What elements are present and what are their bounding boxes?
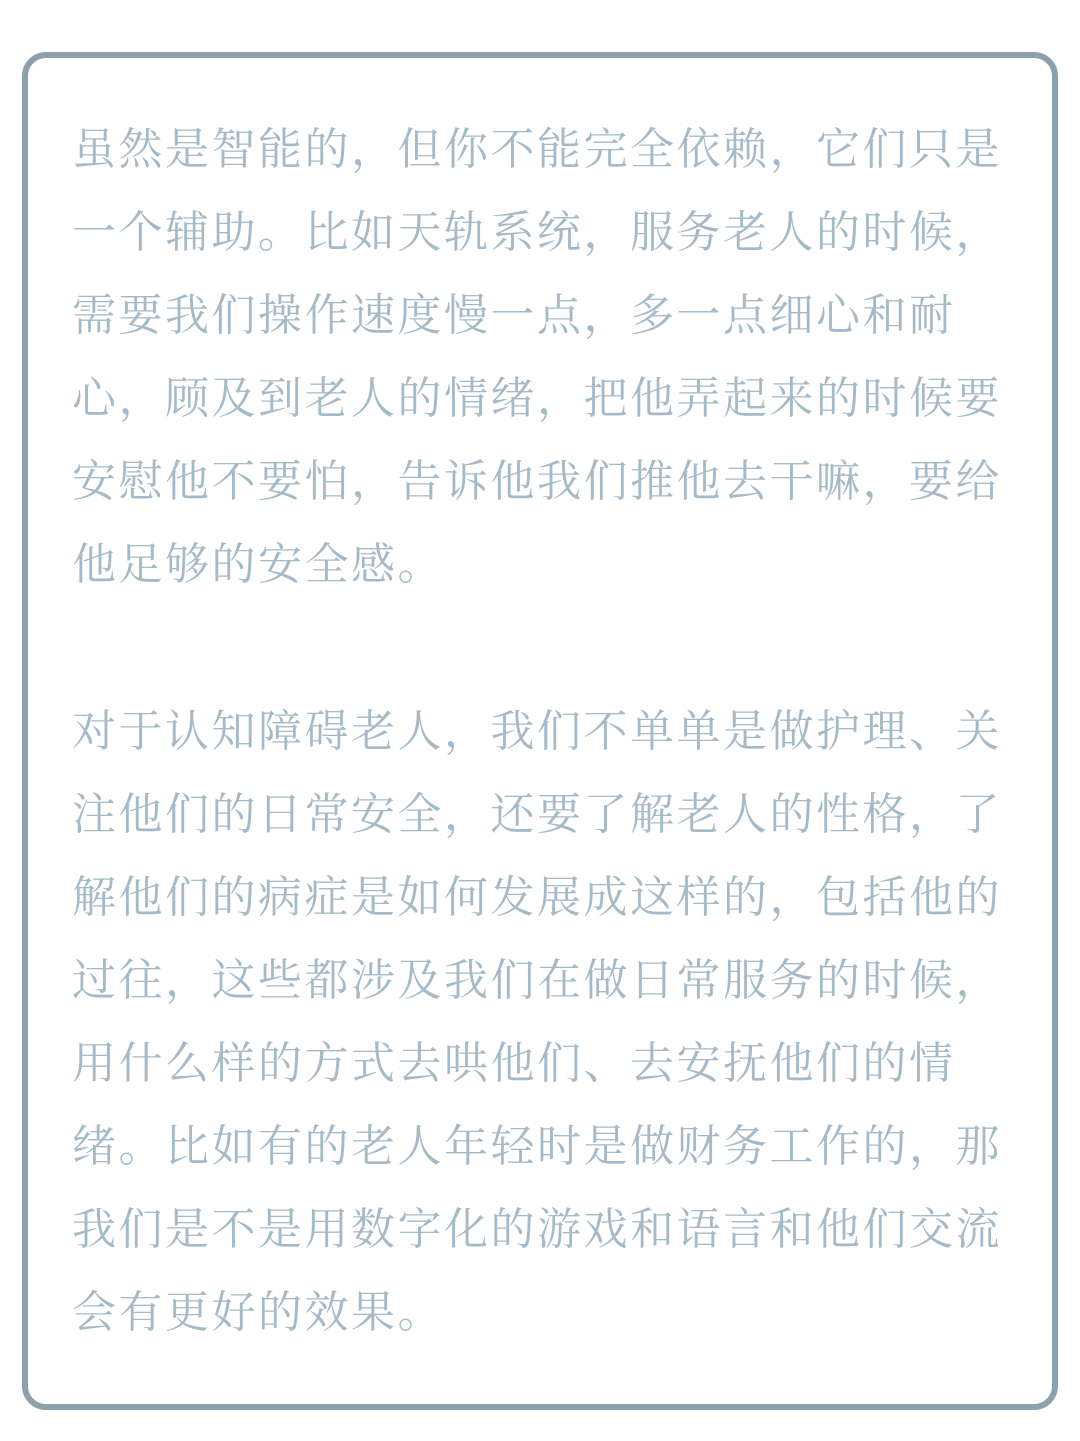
paragraph-1	[72, 108, 1008, 606]
text-line: 用什么样的方式去哄他们、去安抚他们的情	[72, 1039, 956, 1088]
text-line: 需要我们操作速度慢一点，多一点细心和耐	[72, 291, 956, 340]
text-line: 一个辅助。比如天轨系统，服务老人的时候，	[72, 208, 1002, 257]
paragraph-2	[72, 690, 1008, 1354]
quote-card	[22, 52, 1058, 1410]
text-line: 安慰他不要怕，告诉他我们推他去干嘛，要给	[72, 457, 1002, 506]
text-line: 注他们的日常安全，还要了解老人的性格，了	[72, 790, 1002, 839]
text-line: 心，顾及到老人的情绪，把他弄起来的时候要	[72, 374, 1002, 423]
text-line: 他足够的安全感。	[72, 540, 444, 589]
text-line: 绪。比如有的老人年轻时是做财务工作的，那	[72, 1122, 1002, 1171]
text-line: 会有更好的效果。	[72, 1288, 444, 1337]
text-line: 解他们的病症是如何发展成这样的，包括他的	[72, 873, 1002, 922]
text-line: 虽然是智能的，但你不能完全依赖，它们只是	[72, 125, 1002, 174]
text-line: 我们是不是用数字化的游戏和语言和他们交流	[72, 1205, 1002, 1254]
text-line: 对于认知障碍老人，我们不单单是做护理、关	[72, 707, 1002, 756]
text-line: 过往，这些都涉及我们在做日常服务的时候，	[72, 956, 1002, 1005]
